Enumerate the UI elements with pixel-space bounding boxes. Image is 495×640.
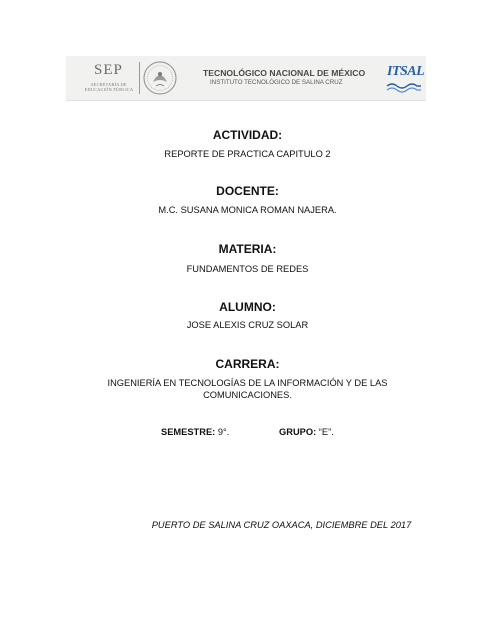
- carrera-value-line2: COMUNICACIONES.: [203, 390, 292, 400]
- mexico-seal-icon: [142, 60, 178, 96]
- header-logos-band: [66, 56, 426, 101]
- docente-label: DOCENTE:: [216, 184, 279, 198]
- docente-value: M.C. SUSANA MONICA ROMAN NAJERA.: [158, 205, 337, 215]
- alumno-label: ALUMNO:: [219, 300, 276, 314]
- tecnm-title: TECNOLÓGICO NACIONAL DE MÉXICO: [203, 68, 366, 78]
- actividad-value: REPORTE DE PRACTICA CAPITULO 2: [164, 149, 331, 159]
- carrera-value-line1: INGENIERÍA EN TECNOLOGÍAS DE LA INFORMACIÓN Y DE LAS: [107, 378, 388, 388]
- grupo-label: GRUPO:: [279, 427, 317, 437]
- itsal-logo: [386, 64, 425, 94]
- sep-logo: [74, 60, 136, 96]
- materia-label: MATERIA:: [218, 242, 277, 256]
- carrera-label: CARRERA:: [215, 357, 280, 371]
- semestre-label: SEMESTRE:: [161, 427, 216, 437]
- alumno-value: JOSE ALEXIS CRUZ SOLAR: [186, 320, 309, 330]
- sep-logo-subtitle: SECRETARÍA DE EDUCACIÓN PÚBLICA: [84, 82, 134, 92]
- footer-place-date: PUERTO DE SALINA CRUZ OAXACA, DICIEMBRE DEL 2017: [151, 520, 412, 530]
- logo-divider: [139, 62, 140, 94]
- itsal-logo-text: ITSAL: [387, 64, 425, 79]
- wave-icon: [386, 81, 422, 93]
- actividad-label: ACTIVIDAD:: [212, 128, 283, 142]
- sep-logo-word: SEP: [94, 62, 123, 78]
- tecnm-subtitle: INSTITUTO TECNOLÓGICO DE SALINA CRUZ: [210, 79, 343, 86]
- grupo-field: [279, 427, 334, 437]
- grupo-value: “E”.: [318, 427, 334, 437]
- semestre-value: 9°.: [217, 427, 230, 437]
- semestre-field: [161, 427, 229, 437]
- materia-value: FUNDAMENTOS DE REDES: [186, 264, 309, 274]
